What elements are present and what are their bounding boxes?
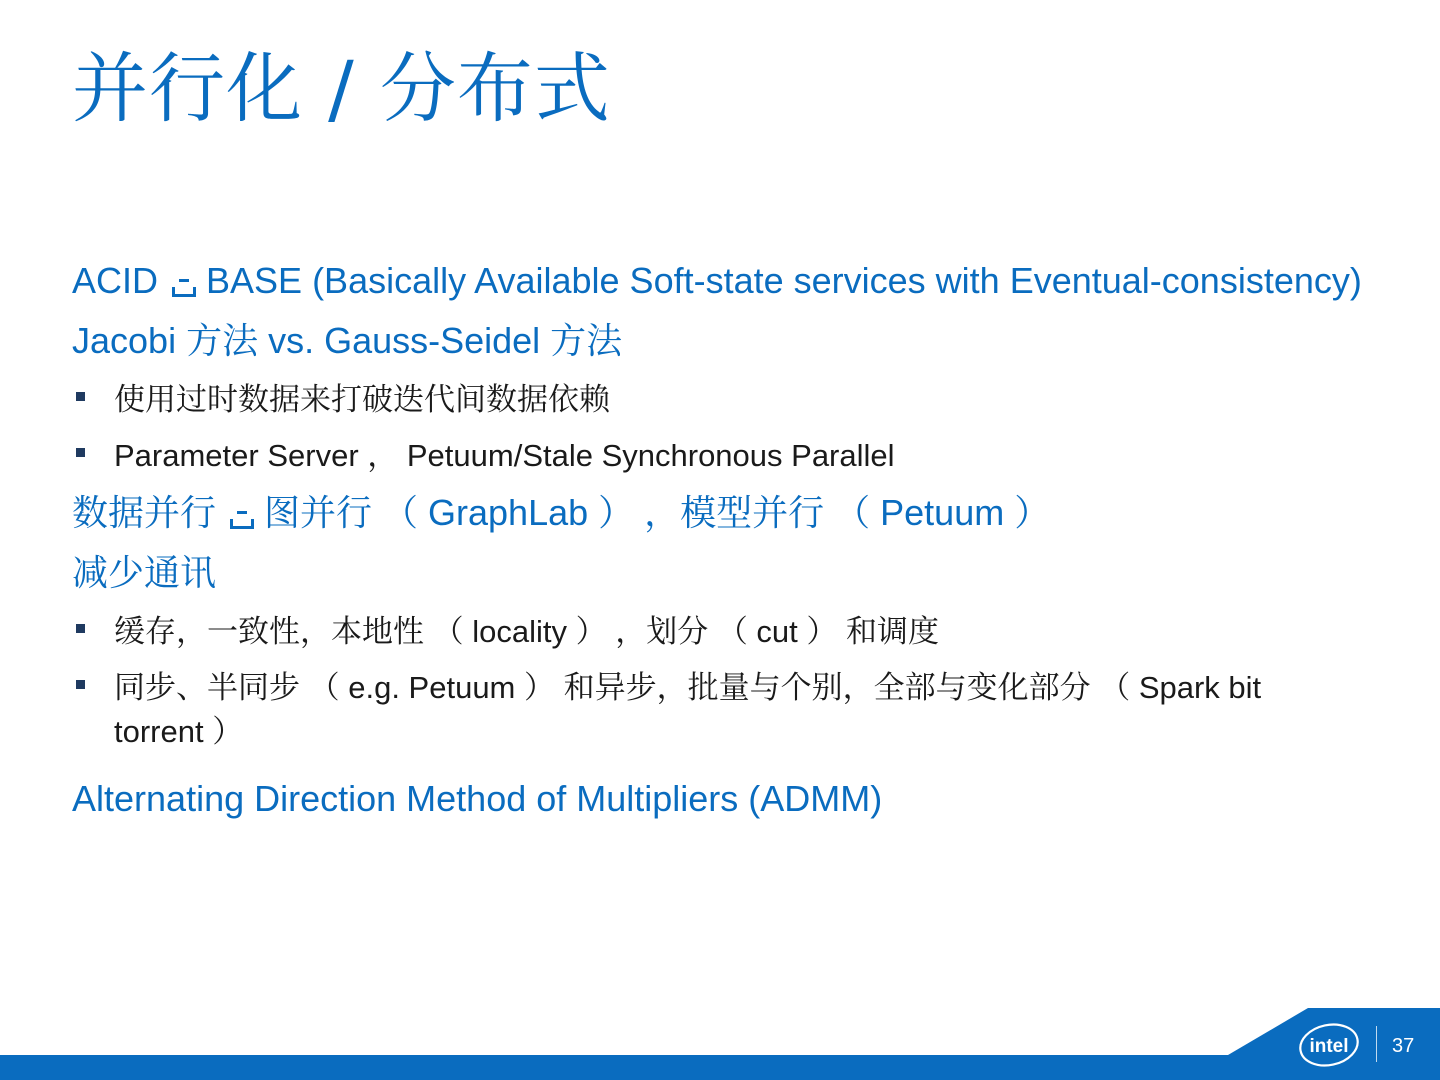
item-acid-base	[72, 258, 1372, 304]
sub-item-text: Parameter Server ， Petuum/Stale Synchronous Parallel	[114, 438, 895, 473]
bullet-icon	[76, 680, 85, 689]
arrow-to-icon	[172, 287, 196, 297]
bullet-icon	[76, 624, 85, 633]
page-number: 37	[1392, 1035, 1415, 1057]
sub-item-stale-data	[72, 378, 1372, 422]
sub-item-parameter-server	[72, 434, 1372, 478]
sub-item-cache	[72, 610, 1372, 654]
base-label: BASE (Basically Available Soft-state services with Eventual-consistency)	[206, 260, 1362, 301]
slide-title: 并行化 / 分布式	[72, 44, 611, 133]
arrow-to-icon	[230, 519, 254, 529]
item-reduce-communication: 减少通讯	[72, 552, 217, 593]
sub-item-text: 缓存，一致性，本地性 （ locality ） ，划分 （ cut ） 和调度	[114, 614, 940, 649]
footer-bar	[0, 1055, 1440, 1080]
bullet-icon	[76, 448, 85, 457]
intel-logo-text: intel	[1309, 1036, 1349, 1057]
footer-divider	[1376, 1026, 1377, 1062]
sub-item-text: 使用过时数据来打破迭代间数据依赖	[114, 382, 610, 417]
sub-item-text: 同步、半同步 （ e.g. Petuum ） 和异步，批量与个别，全部与变化部分 （ Spark bit torrent ）	[114, 670, 1262, 749]
bullet-icon	[76, 392, 85, 401]
intel-logo-icon	[1298, 1022, 1360, 1068]
sub-item-sync	[72, 666, 1294, 754]
item-data-parallel	[72, 490, 1372, 536]
graph-model-parallel-label: 图并行 （ GraphLab ） ，模型并行 （ Petuum ）	[264, 492, 1051, 533]
slide-content	[72, 258, 1372, 836]
item-jacobi: Jacobi 方法 vs. Gauss-Seidel 方法	[72, 320, 623, 361]
acid-label: ACID	[72, 260, 159, 301]
item-admm: Alternating Direction Method of Multipliers (ADMM)	[72, 778, 883, 819]
data-parallel-label: 数据并行	[72, 492, 217, 533]
